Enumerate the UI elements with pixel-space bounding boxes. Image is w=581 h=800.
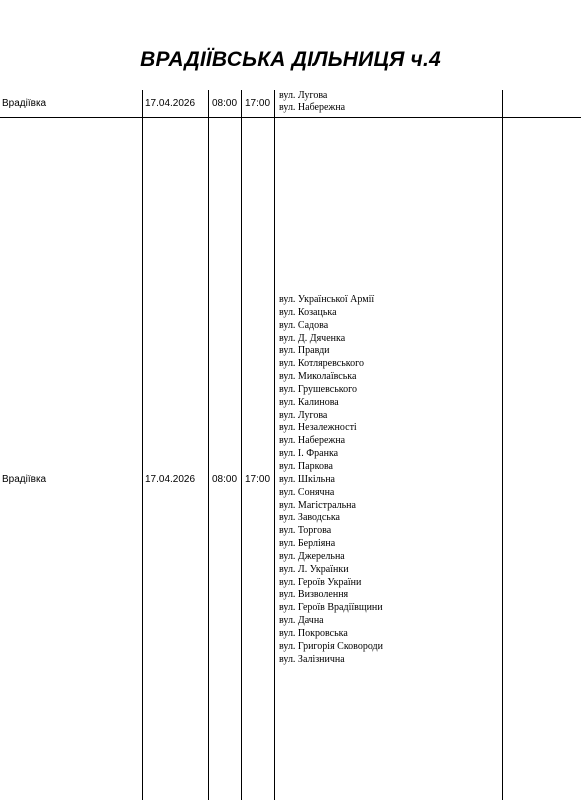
column-divider [241,90,242,800]
start-time-cell: 08:00 [212,474,238,485]
settlement-cell: Врадіївка [2,98,47,109]
street-item: вул. Залізнична [279,653,345,665]
street-item: вул. Героїв Врадіївщини [279,602,383,614]
end-time-cell: 17:00 [245,474,271,485]
page-title: ВРАДІЇВСЬКА ДІЛЬНИЦЯ ч.4 [140,48,441,71]
end-time-cell: 17:00 [245,98,271,109]
street-item: вул. Джерельна [279,550,345,562]
street-item: вул. Правди [279,345,330,357]
column-divider [142,90,143,800]
street-item: вул. Лугова [279,409,328,421]
street-item: вул. Миколаївська [279,371,357,383]
street-item: вул. Л. Українки [279,563,349,575]
street-item: вул. Української Армії [279,294,375,305]
street-item: вул. Д. Дяченка [279,332,346,344]
street-item: вул. Котляревського [279,358,364,370]
street-item: вул. Григорія Сковороди [279,640,383,652]
date-cell: 17.04.2026 [145,474,196,485]
streets-list [279,294,383,666]
street-item: вул. Дачна [279,615,324,627]
street-item: вул. Шкільна [279,473,335,485]
start-time-cell: 08:00 [212,98,238,109]
street-item: вул. Набережна [279,102,346,113]
street-item: вул. Торгова [279,525,332,537]
street-item: вул. Берліяна [279,538,336,550]
street-item: вул. Калинова [279,396,339,408]
outage-schedule-table [0,90,581,800]
street-item: вул. І. Франка [279,448,339,460]
street-item: вул. Героїв України [279,576,362,588]
street-item: вул. Незалежності [279,422,357,434]
streets-list [279,90,345,114]
street-item: вул. Козацька [279,306,337,318]
street-item: вул. Сонячна [279,486,335,498]
row-divider [0,117,581,118]
street-item: вул. Набережна [279,435,346,447]
street-item: вул. Магістральна [279,499,356,511]
street-item: вул. Лугова [279,90,328,101]
settlement-cell: Врадіївка [2,474,47,485]
street-item: вул. Покровська [279,627,348,639]
column-divider [502,90,503,800]
street-item: вул. Заводська [279,512,340,524]
column-divider [274,90,275,800]
street-item: вул. Грушевського [279,383,357,395]
street-item: вул. Садова [279,319,329,331]
street-item: вул. Паркова [279,460,333,472]
date-cell: 17.04.2026 [145,98,196,109]
column-divider [208,90,209,800]
street-item: вул. Визволення [279,589,349,601]
